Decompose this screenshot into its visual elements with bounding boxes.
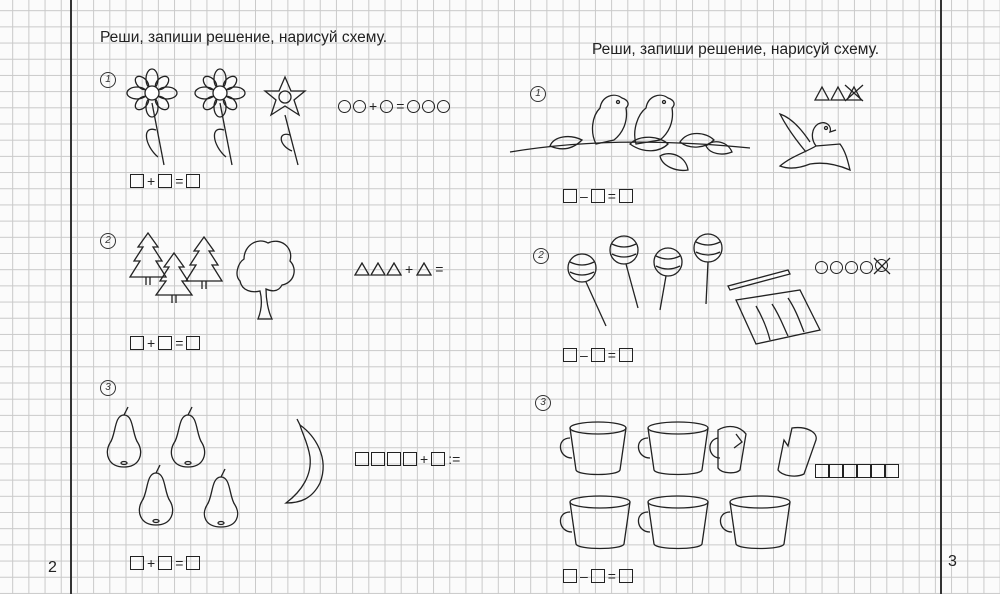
pears-and-banana-illustration [104,405,336,535]
answer-equals: = [607,347,616,363]
answer-box[interactable] [130,556,144,570]
task-2-answer-boxes [563,348,633,362]
cross-mark-icon [873,257,891,275]
answer-minus: – [580,347,588,363]
left-page-heading: Реши, запиши решение, нарисуй схему. [100,29,388,46]
cups-illustration [556,420,826,560]
answer-box[interactable] [619,569,633,583]
scheme-square [871,464,885,478]
scheme-square [815,464,829,478]
answer-box[interactable] [591,189,605,203]
task-number: 3 [535,395,551,411]
crossed-circle [875,259,888,275]
scheme-equals: = [435,261,444,277]
answer-plus: + [147,335,156,351]
scheme-circle [338,100,351,113]
scheme-plus: + [420,451,429,467]
scheme-square [355,452,369,466]
answer-plus: + [147,555,156,571]
right-margin-line [940,0,942,594]
scheme-square [857,464,871,478]
task-number: 3 [100,380,116,396]
left-margin-line [70,0,72,594]
task-3-scheme-squares [815,464,899,478]
answer-box[interactable] [186,174,200,188]
task-3-answer-boxes [130,556,200,570]
answer-box[interactable] [591,569,605,583]
answer-box[interactable] [130,336,144,350]
trees-illustration [130,233,300,323]
scheme-equals: := [448,451,461,467]
task-number: 1 [100,72,116,88]
task-1-scheme [338,99,450,113]
task-3-answer-boxes [563,569,633,583]
task-2-scheme [354,262,444,276]
task-number: 2 [100,233,116,249]
answer-equals: = [607,188,616,204]
answer-box[interactable] [158,174,172,188]
right-page-number: 3 [948,553,957,570]
scheme-square [885,464,899,478]
left-page-number: 2 [48,559,57,576]
scheme-circle [437,100,450,113]
answer-equals: = [175,555,184,571]
answer-box[interactable] [563,348,577,362]
scheme-equals: = [396,98,405,114]
daisy-flowers-illustration [120,65,220,170]
scheme-square [431,452,445,466]
scheme-plus: + [369,98,378,114]
scheme-triangle [416,262,432,276]
scheme-circle [407,100,420,113]
answer-box[interactable] [130,174,144,188]
answer-box[interactable] [591,348,605,362]
task-3-scheme [355,452,461,466]
scheme-square [829,464,843,478]
task-2-answer-boxes [130,336,200,350]
scheme-circle [422,100,435,113]
scheme-circle [830,261,843,274]
task-number: 2 [533,248,549,264]
answer-equals: = [607,568,616,584]
answer-box[interactable] [563,569,577,583]
answer-minus: – [580,568,588,584]
scheme-circle [845,261,858,274]
answer-equals: = [175,173,184,189]
lollipops-illustration [560,232,830,352]
task-1-answer-boxes [563,189,633,203]
answer-box[interactable] [619,348,633,362]
scheme-plus: + [405,261,414,277]
answer-box[interactable] [158,556,172,570]
scheme-square [843,464,857,478]
scheme-square [387,452,401,466]
scheme-circle [380,100,393,113]
answer-minus: – [580,188,588,204]
answer-box[interactable] [158,336,172,350]
right-page-heading: Реши, запиши решение, нарисуй схему. [592,41,880,58]
task-1-scheme-crossed-triangles [814,84,866,102]
scheme-square [403,452,417,466]
task-1-answer-boxes [130,174,200,188]
answer-box[interactable] [619,189,633,203]
birds-on-branch-illustration [510,86,860,191]
scheme-circle [860,261,873,274]
scheme-circle [353,100,366,113]
scheme-square [371,452,385,466]
scheme-circle [815,261,828,274]
answer-box[interactable] [186,556,200,570]
answer-box[interactable] [186,336,200,350]
task-2-scheme-crossed-circles [815,259,888,275]
task-number: 1 [530,86,546,102]
answer-equals: = [175,335,184,351]
answer-box[interactable] [563,189,577,203]
answer-plus: + [147,173,156,189]
scheme-triangles [354,262,402,276]
